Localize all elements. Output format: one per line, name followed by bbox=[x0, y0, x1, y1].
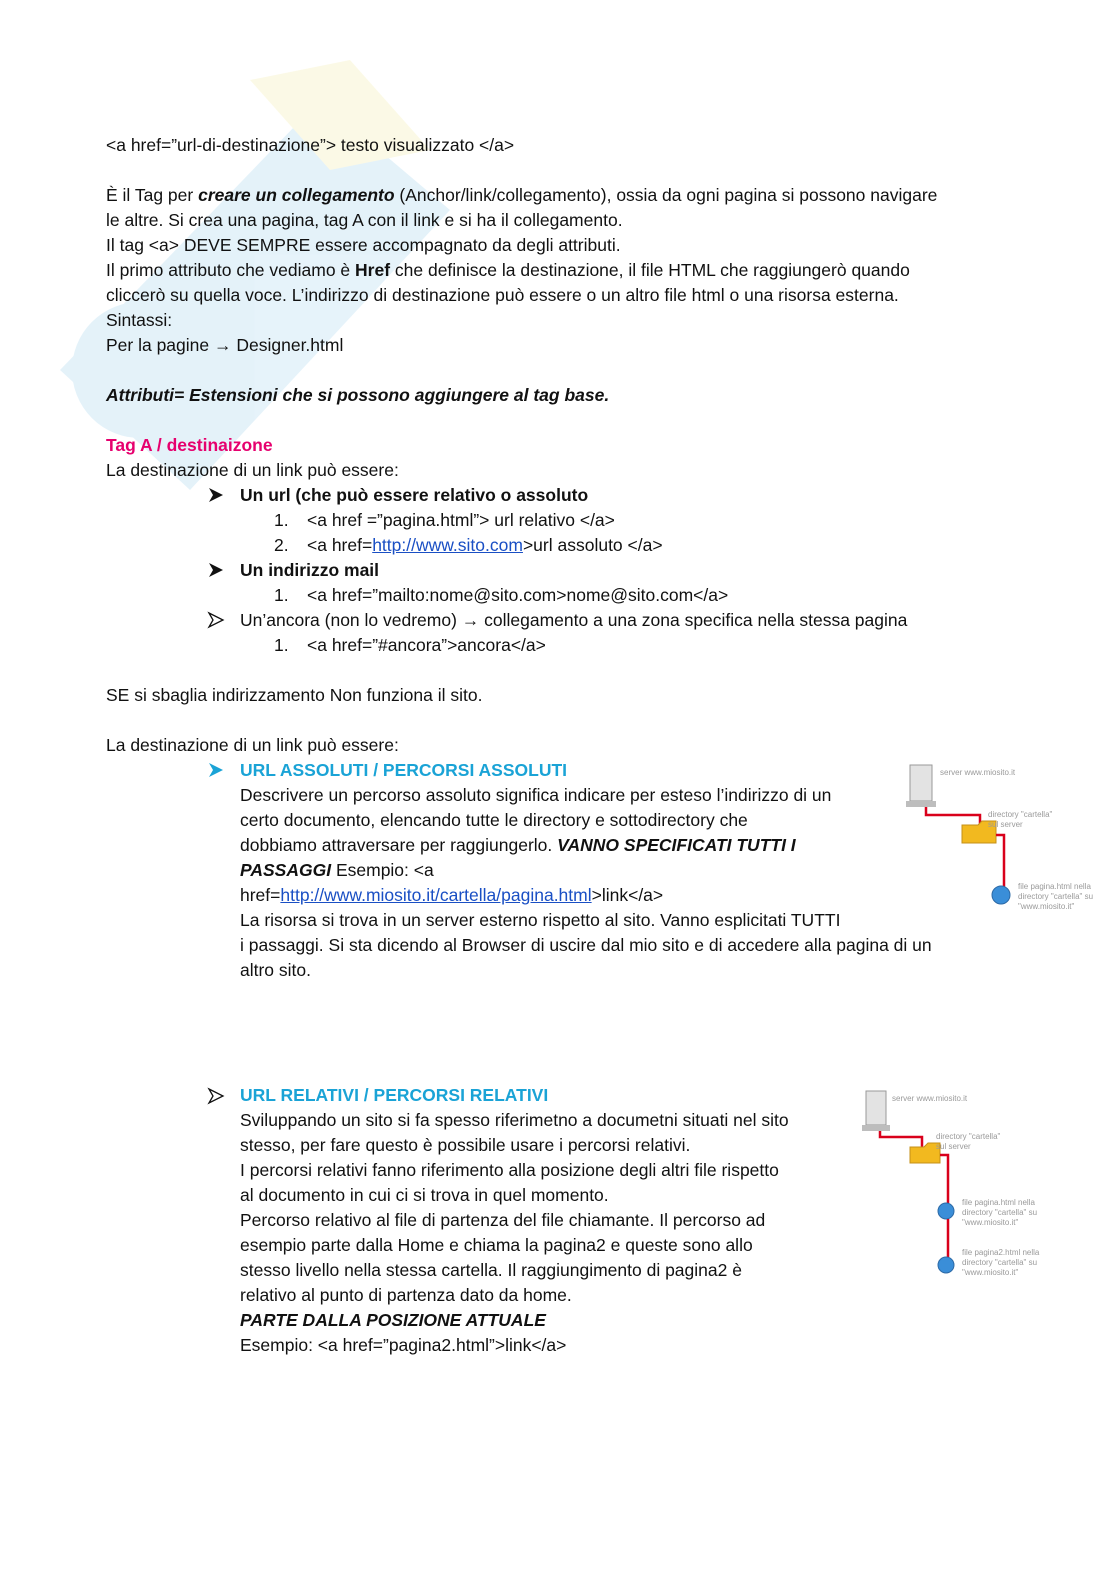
relative-text-line: relativo al punto di partenza dato da home. bbox=[240, 1285, 572, 1305]
relative-example-line: Esempio: <a href=”pagina2.html”>link</a> bbox=[240, 1335, 567, 1355]
miosito-link[interactable]: http://www.miosito.it/cartella/pagina.html bbox=[280, 885, 592, 905]
bullet-mail: Un indirizzo mail bbox=[240, 560, 380, 580]
list-item-anchor: <a href=”#ancora”>ancora</a> bbox=[307, 635, 546, 655]
bullet-arrow-icon bbox=[207, 761, 225, 779]
web-page-icon bbox=[938, 1203, 954, 1219]
syntax-label: Sintassi: bbox=[106, 310, 173, 330]
absolute-example-line: href=http://www.miosito.it/cartella/pagina.html>link</a> bbox=[240, 885, 664, 905]
bullet-arrow-icon bbox=[207, 486, 225, 504]
diagram-dir-label-1: directory "cartella" bbox=[936, 1132, 1001, 1141]
relative-path-diagram bbox=[858, 1083, 1048, 1288]
diagram-file-label-6: "www.miosito.it" bbox=[962, 1268, 1019, 1277]
absolute-path-diagram bbox=[900, 755, 1110, 915]
bullet-anchor: Un’ancora (non lo vedremo) → collegamento a una zona specifica nella stessa pagina bbox=[240, 610, 908, 630]
absolute-text-line: i passaggi. Si sta dicendo al Browser di uscire dal mio sito e di accedere alla pagina di un bbox=[240, 935, 932, 955]
relative-emphasis: PARTE DALLA POSIZIONE ATTUALE bbox=[240, 1310, 546, 1330]
web-page-icon bbox=[938, 1257, 954, 1273]
relative-text-line: stesso, per fare questo è possibile usare i percorsi relativi. bbox=[240, 1135, 691, 1155]
intro-paragraph-line-1: È il Tag per creare un collegamento (Anchor/link/collegamento), ossia da ogni pagina si possono navigare bbox=[106, 185, 938, 205]
destination-intro-2: La destinazione di un link può essere: bbox=[106, 735, 399, 755]
list-number: 1. bbox=[274, 585, 289, 605]
diagram-server-label: server www.miosito.it bbox=[892, 1094, 968, 1103]
section-heading-tag-a: Tag A / destinaizone bbox=[106, 435, 273, 455]
list-item-relative: <a href =”pagina.html”> url relativo </a> bbox=[307, 510, 615, 530]
relative-text-line: I percorsi relativi fanno riferimento alla posizione degli altri file rispetto bbox=[240, 1160, 779, 1180]
intro-paragraph-line-2: le altre. Si crea una pagina, tag A con il link e si ha il collegamento. bbox=[106, 210, 623, 230]
diagram-file-label-1: file pagina.html nella bbox=[962, 1198, 1035, 1207]
error-note: SE si sbaglia indirizzamento Non funziona il sito. bbox=[106, 685, 483, 705]
server-icon bbox=[866, 1091, 886, 1125]
right-arrow-icon: → bbox=[461, 610, 480, 630]
section-heading-absolute: URL ASSOLUTI / PERCORSI ASSOLUTI bbox=[240, 760, 568, 780]
server-base bbox=[862, 1125, 890, 1131]
diagram-file-label-3: "www.miosito.it" bbox=[962, 1218, 1019, 1227]
absolute-text-line: altro sito. bbox=[240, 960, 311, 980]
destination-intro: La destinazione di un link può essere: bbox=[106, 460, 399, 480]
relative-text-line: esempio parte dalla Home e chiama la pagina2 e queste sono allo bbox=[240, 1235, 753, 1255]
example-line: Per la pagine → Designer.html bbox=[106, 335, 344, 355]
diagram-file-label-1: file pagina.html nella bbox=[1018, 882, 1091, 891]
relative-text-line: Percorso relativo al file di partenza del file chiamante. Il percorso ad bbox=[240, 1210, 766, 1230]
diagram-file-label-3: "www.miosito.it" bbox=[1018, 902, 1075, 911]
intro-paragraph-line-4: Il primo attributo che vediamo è Href che definisce la destinazione, il file HTML che raggiungerò quando bbox=[106, 260, 910, 280]
syntax-line: <a href=”url-di-destinazione”> testo visualizzato </a> bbox=[106, 135, 515, 155]
sito-link[interactable]: http://www.sito.com bbox=[372, 535, 523, 555]
section-heading-relative: URL RELATIVI / PERCORSI RELATIVI bbox=[240, 1085, 549, 1105]
relative-text-line: al documento in cui ci si trova in quel momento. bbox=[240, 1185, 609, 1205]
right-arrow-icon: → bbox=[214, 335, 232, 355]
web-page-icon bbox=[992, 886, 1010, 904]
bullet-arrow-outline-icon bbox=[207, 611, 225, 629]
diagram-file-label-5: directory "cartella" su bbox=[962, 1258, 1038, 1267]
bullet-url: Un url (che può essere relativo o assoluto bbox=[240, 485, 589, 505]
diagram-server-label: server www.miosito.it bbox=[940, 768, 1016, 777]
diagram-dir-label-2: sul server bbox=[936, 1142, 971, 1151]
relative-text-line: Sviluppando un sito si fa spesso riferimetno a documetni situati nel sito bbox=[240, 1110, 789, 1130]
diagram-file-label-2: directory "cartella" su bbox=[1018, 892, 1094, 901]
bullet-arrow-icon bbox=[207, 561, 225, 579]
diagram-dir-label-2: sul server bbox=[988, 820, 1023, 829]
diagram-file-label-2: directory "cartella" su bbox=[962, 1208, 1038, 1217]
list-number: 1. bbox=[274, 510, 289, 530]
intro-paragraph-line-5: cliccerò su quella voce. L’indirizzo di destinazione può essere o un altro file html o una risorsa esterna. bbox=[106, 285, 899, 305]
absolute-text-line: La risorsa si trova in un server esterno rispetto al sito. Vanno esplicitati TUTTI bbox=[240, 910, 841, 930]
absolute-text-line: dobbiamo attraversare per raggiungerlo. VANNO SPECIFICATI TUTTI I bbox=[240, 835, 796, 855]
list-number: 1. bbox=[274, 635, 289, 655]
diagram-file-label-4: file pagina2.html nella bbox=[962, 1248, 1040, 1257]
server-icon bbox=[910, 765, 932, 801]
list-item-mailto: <a href=”mailto:nome@sito.com>nome@sito.com</a> bbox=[307, 585, 729, 605]
list-item-absolute: <a href=http://www.sito.com>url assoluto </a> bbox=[307, 535, 663, 555]
intro-paragraph-line-3: Il tag <a> DEVE SEMPRE essere accompagnato da degli attributi. bbox=[106, 235, 621, 255]
bullet-arrow-outline-icon bbox=[207, 1087, 225, 1105]
absolute-text-line: Descrivere un percorso assoluto significa indicare per esteso l’indirizzo di un bbox=[240, 785, 832, 805]
diagram-dir-label-1: directory "cartella" bbox=[988, 810, 1053, 819]
list-number: 2. bbox=[274, 535, 289, 555]
relative-text-line: stesso livello nella stessa cartella. Il raggiungimento di pagina2 è bbox=[240, 1260, 742, 1280]
server-base bbox=[906, 801, 936, 807]
absolute-text-line: certo documento, elencando tutte le directory e sottodirectory che bbox=[240, 810, 748, 830]
attributes-definition: Attributi= Estensioni che si possono aggiungere al tag base. bbox=[106, 385, 610, 405]
absolute-text-line: PASSAGGI Esempio: <a bbox=[240, 860, 434, 880]
